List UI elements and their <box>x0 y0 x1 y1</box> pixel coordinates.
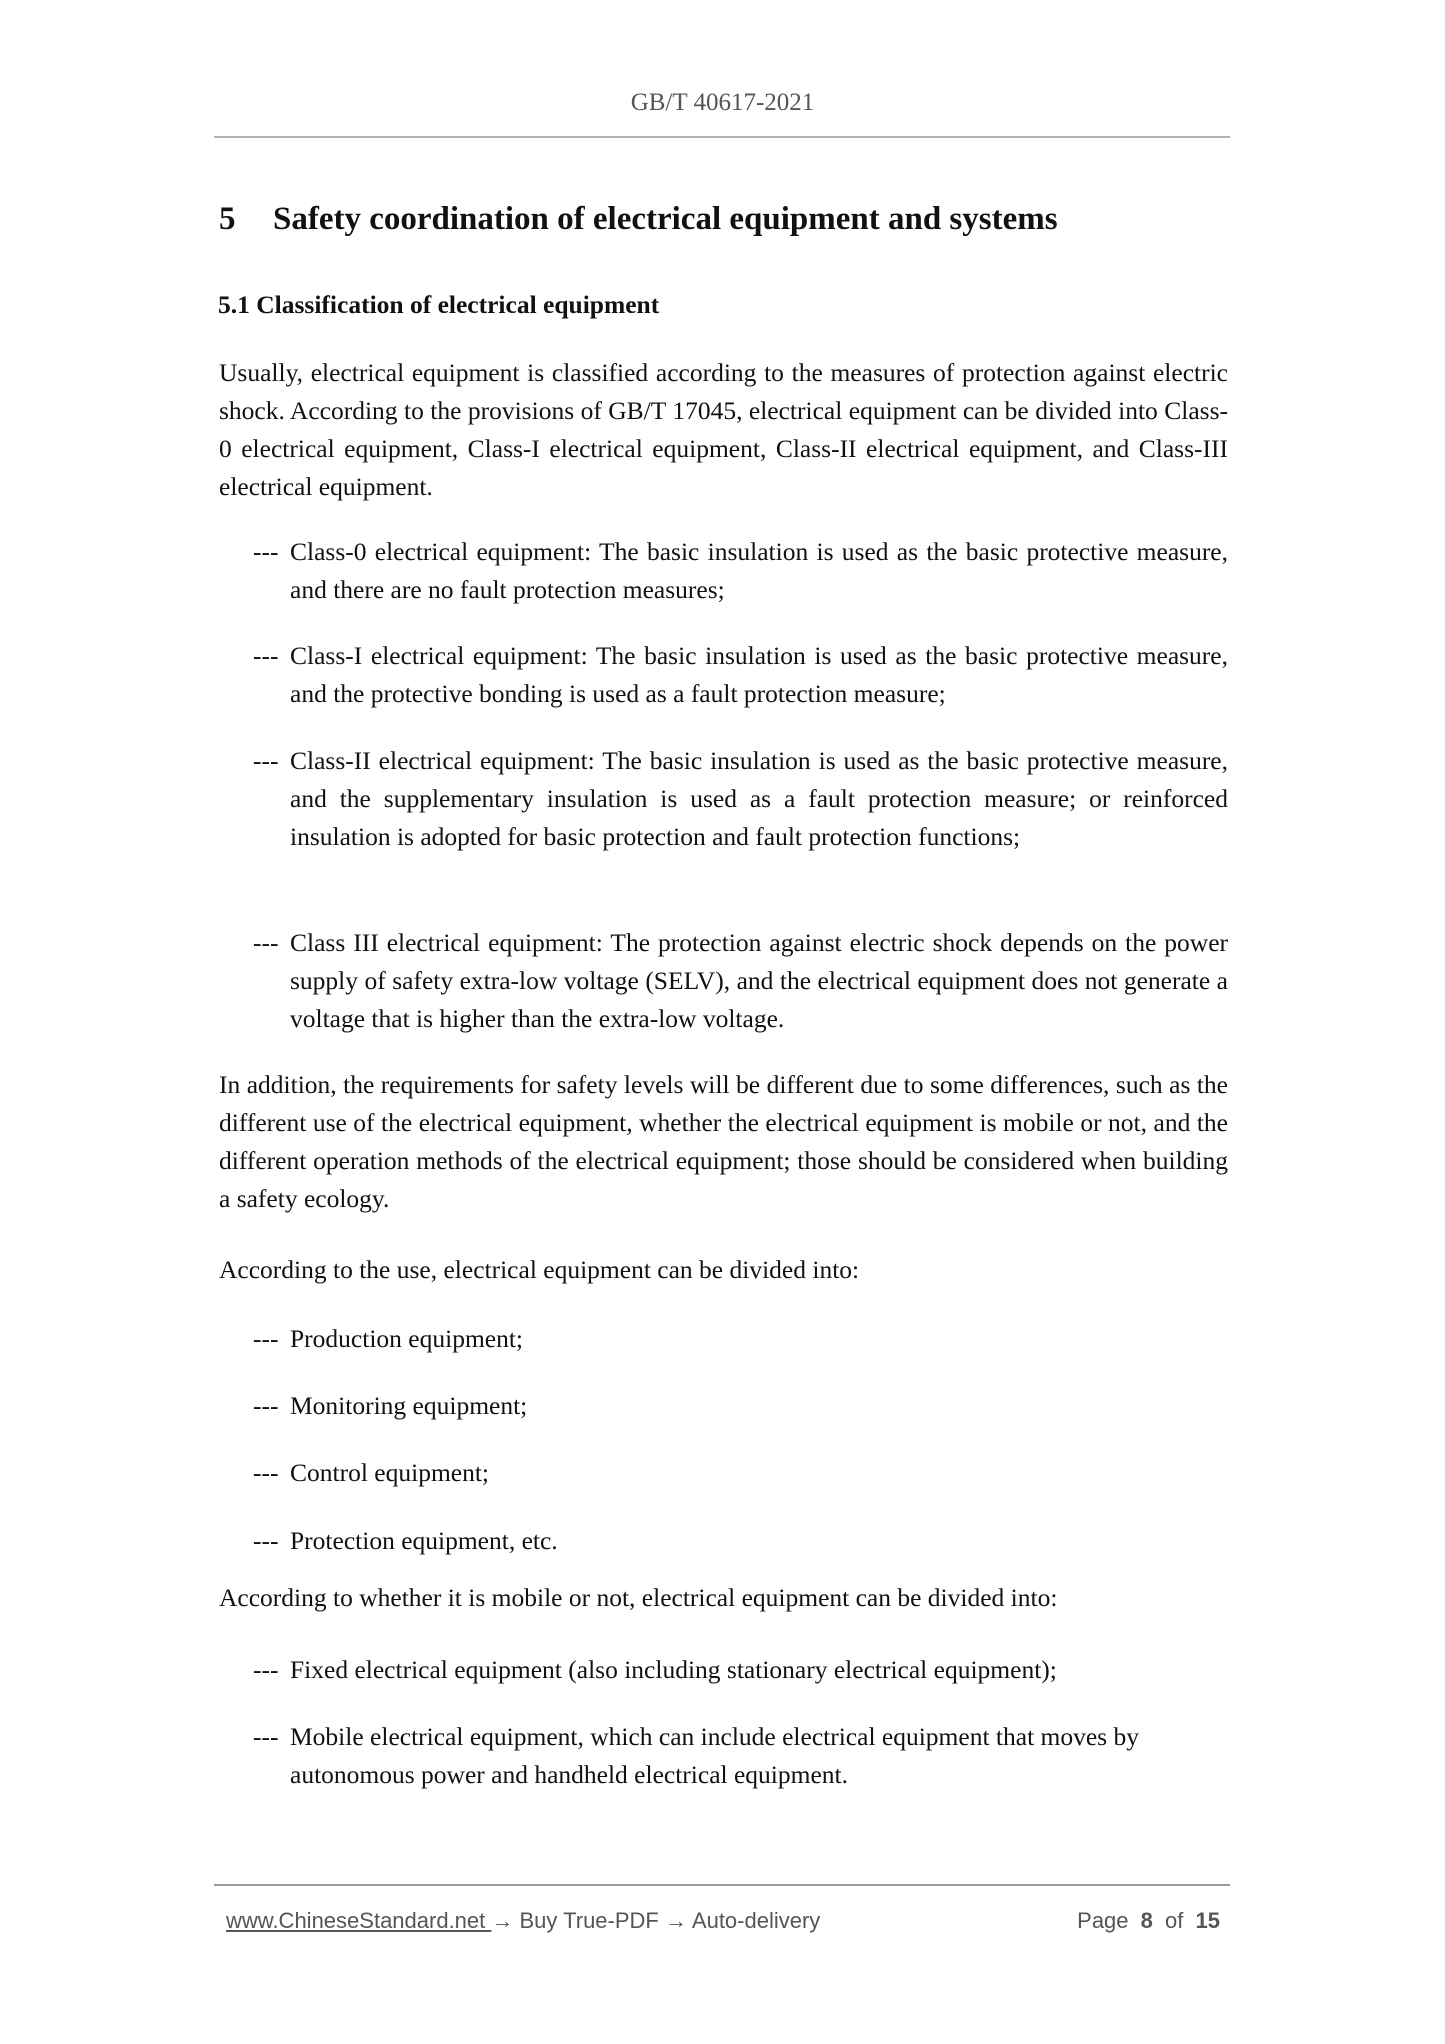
website-link[interactable]: www.ChineseStandard.net <box>226 1908 492 1933</box>
list-item-text: Class III electrical equipment: The protection against electric shock depends on the power supply of safety extra-low voltage (SELV), and the electrical equipment does not generate a voltage that is higher than the extra-low voltage. <box>290 928 1228 1033</box>
list-item-text: Production equipment; <box>290 1324 524 1353</box>
bullet-dash: --- <box>253 537 279 566</box>
footer-step-delivery: Auto-delivery <box>691 1908 821 1933</box>
bullet-dash: --- <box>253 1655 279 1684</box>
list-item <box>253 1522 1228 1560</box>
page-footer <box>226 1906 1220 1936</box>
list-item-text: Class-II electrical equipment: The basic insulation is used as the basic protective measure, and the supplementary insulation is used as a fault protection measure; or reinforced insulation is adopted for basic protection and fault protection functions; <box>290 746 1228 851</box>
use-intro-paragraph: According to the use, electrical equipment can be divided into: <box>219 1255 860 1284</box>
section-number: 5 <box>219 201 236 237</box>
list-item <box>253 742 1228 856</box>
bullet-dash: --- <box>253 1722 279 1751</box>
list-item-text: Monitoring equipment; <box>290 1391 528 1420</box>
list-item-text: Protection equipment, etc. <box>290 1526 558 1555</box>
section-heading <box>219 199 1058 239</box>
addition-paragraph: In addition, the requirements for safety levels will be different due to some differences, such as the different use of the electrical equipment, whether the electrical equipment is mobile or not, and the different operation methods of the electrical equipment; those should be considered when building a safety ecology. <box>219 1070 1228 1213</box>
list-item-text: Class-I electrical equipment: The basic insulation is used as the basic protective measure, and the protective bonding is used as a fault protection measure; <box>290 641 1228 708</box>
list-item-text: Mobile electrical equipment, which can include electrical equipment that moves by autonomous power and handheld electrical equipment. <box>290 1722 1139 1789</box>
bullet-dash: --- <box>253 1324 279 1353</box>
bullet-dash: --- <box>253 1458 279 1487</box>
bullet-dash: --- <box>253 1526 279 1555</box>
bullet-dash: --- <box>253 641 279 670</box>
list-item <box>253 1718 1228 1794</box>
page-of-label: of <box>1165 1908 1184 1933</box>
section-title: Safety coordination of electrical equipment and systems <box>273 201 1058 237</box>
footer-divider <box>214 1884 1230 1886</box>
subsection-heading: 5.1 Classification of electrical equipment <box>218 290 660 319</box>
arrow-right-icon: → <box>491 1908 514 1933</box>
header-divider <box>214 136 1230 138</box>
page-total: 15 <box>1195 1908 1220 1933</box>
running-header: GB/T 40617-2021 <box>630 89 815 116</box>
page-indicator <box>1071 1906 1220 1936</box>
bullet-dash: --- <box>253 1391 279 1420</box>
list-item <box>253 1387 1228 1425</box>
mobility-intro-paragraph: According to whether it is mobile or not, electrical equipment can be divided into: <box>219 1583 1058 1612</box>
footer-promo <box>226 1906 820 1936</box>
list-item <box>253 924 1228 1038</box>
list-item-text: Fixed electrical equipment (also including stationary electrical equipment); <box>290 1655 1057 1684</box>
list-item <box>253 1651 1228 1689</box>
intro-paragraph: Usually, electrical equipment is classified according to the measures of protection against electric shock. According to the provisions of GB/T 17045, electrical equipment can be divided into Class-0 electrical equipment, Class-I electrical equipment, Class-II electrical equipment, and Class-III electrical equipment. <box>219 358 1228 501</box>
list-item <box>253 1454 1228 1492</box>
arrow-right-icon: → <box>665 1908 687 1933</box>
list-item <box>253 1320 1228 1358</box>
footer-step-buy: Buy True-PDF <box>519 1908 659 1933</box>
list-item-text: Control equipment; <box>290 1458 490 1487</box>
list-item <box>253 533 1228 609</box>
list-item-text: Class-0 electrical equipment: The basic insulation is used as the basic protective measure, and there are no fault protection measures; <box>290 537 1228 604</box>
list-item <box>253 637 1228 713</box>
bullet-dash: --- <box>253 928 279 957</box>
bullet-dash: --- <box>253 746 279 775</box>
page-label: Page <box>1077 1908 1129 1933</box>
page-current: 8 <box>1140 1908 1153 1933</box>
